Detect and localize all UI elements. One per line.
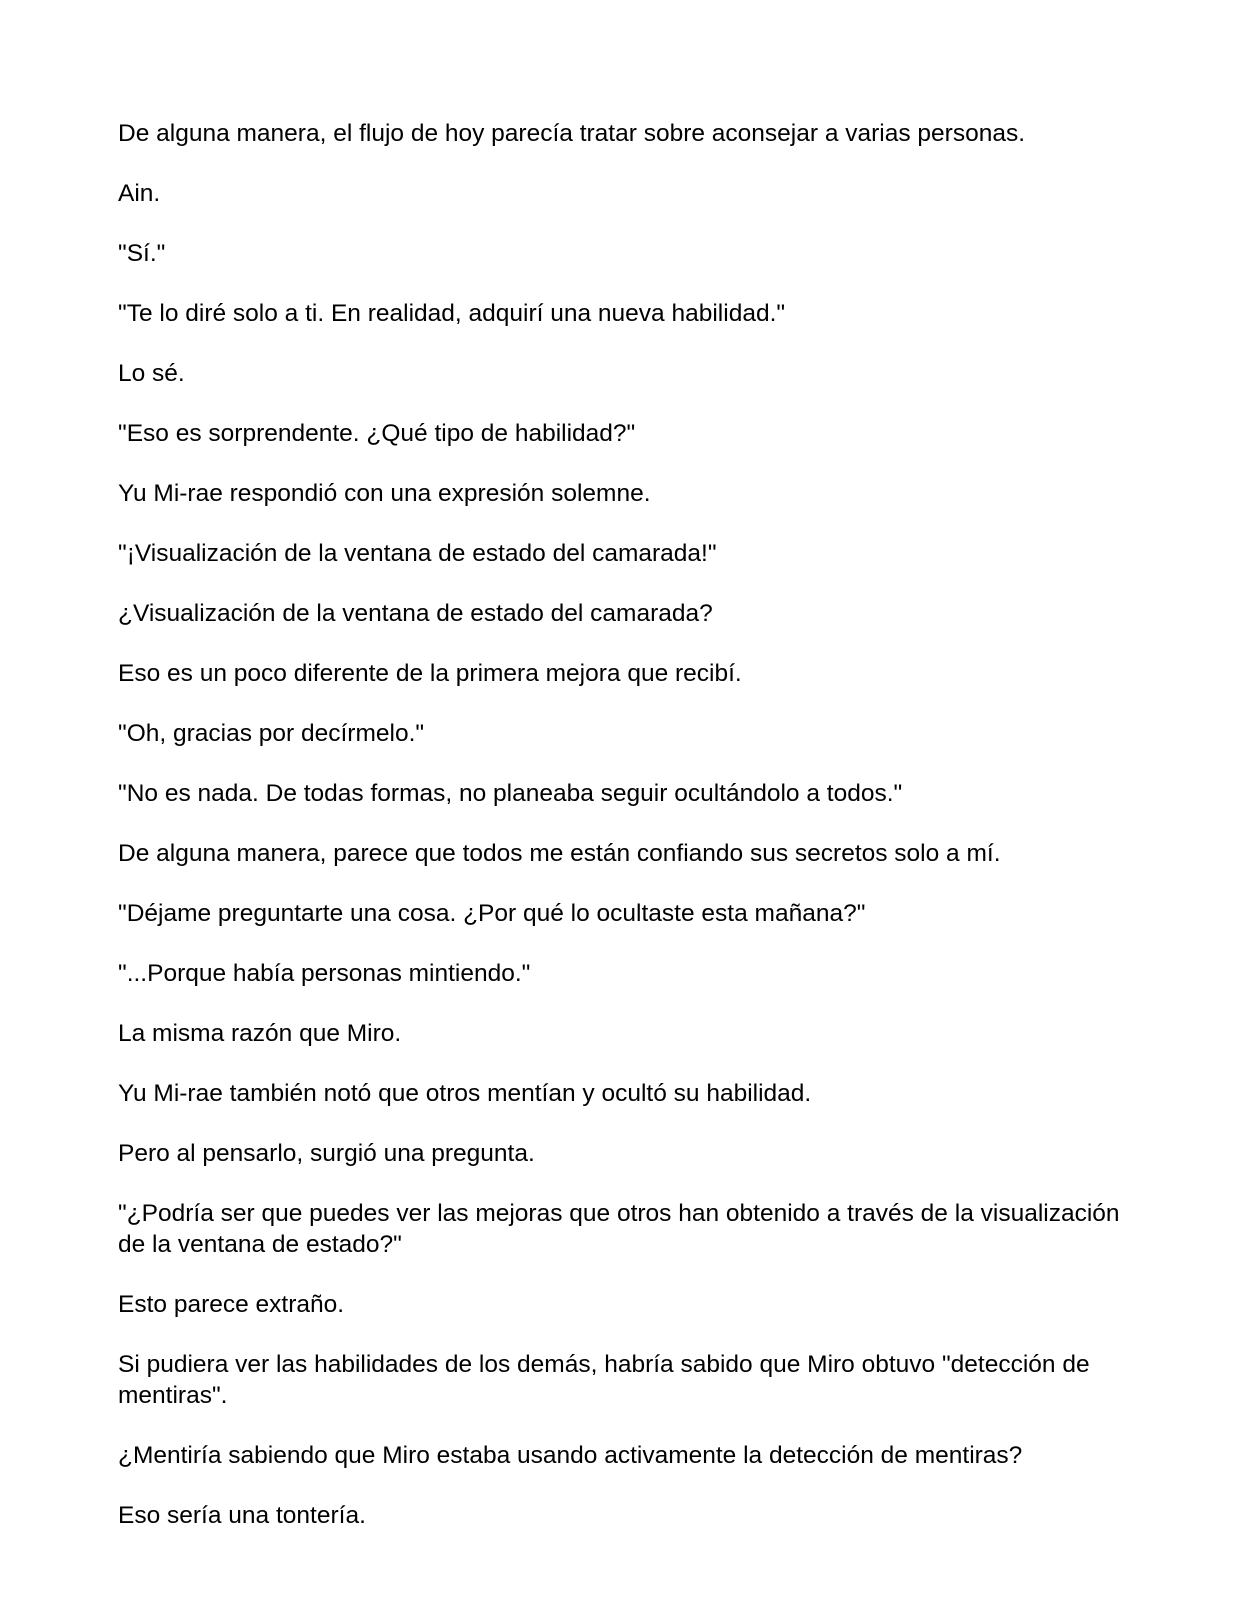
paragraph: "¡Visualización de la ventana de estado del camarada!" xyxy=(118,540,717,567)
paragraph: "Eso es sorprendente. ¿Qué tipo de habilidad?" xyxy=(118,420,636,447)
paragraph: "...Porque había personas mintiendo." xyxy=(118,960,531,987)
paragraph: Esto parece extraño. xyxy=(118,1291,345,1318)
paragraph: La misma razón que Miro. xyxy=(118,1020,402,1047)
paragraph: "Te lo diré solo a ti. En realidad, adquirí una nueva habilidad." xyxy=(118,300,786,327)
paragraph: De alguna manera, parece que todos me están confiando sus secretos solo a mí. xyxy=(118,840,1001,867)
paragraph: Ain. xyxy=(118,180,161,207)
paragraph: "Déjame preguntarte una cosa. ¿Por qué lo ocultaste esta mañana?" xyxy=(118,900,866,927)
paragraph: "¿Podría ser que puedes ver las mejoras que otros han obtenido a través de la visualización de la ventana de estado?" xyxy=(118,1200,1120,1258)
document-page xyxy=(118,118,1128,1531)
paragraph: Yu Mi-rae respondió con una expresión solemne. xyxy=(118,480,651,507)
paragraph: "Oh, gracias por decírmelo." xyxy=(118,720,425,747)
paragraph: "Sí." xyxy=(118,240,166,267)
paragraph: "No es nada. De todas formas, no planeaba seguir ocultándolo a todos." xyxy=(118,780,903,807)
paragraph: Lo sé. xyxy=(118,360,185,387)
paragraph: Eso sería una tontería. xyxy=(118,1502,366,1529)
paragraph: De alguna manera, el flujo de hoy parecía tratar sobre aconsejar a varias personas. xyxy=(118,120,1026,147)
paragraph: ¿Visualización de la ventana de estado del camarada? xyxy=(118,600,713,627)
paragraph: Yu Mi-rae también notó que otros mentían y ocultó su habilidad. xyxy=(118,1080,812,1107)
paragraph: Si pudiera ver las habilidades de los demás, habría sabido que Miro obtuvo "detección de mentiras". xyxy=(118,1351,1090,1409)
paragraph: Pero al pensarlo, surgió una pregunta. xyxy=(118,1140,535,1167)
paragraph: Eso es un poco diferente de la primera mejora que recibí. xyxy=(118,660,742,687)
paragraph: ¿Mentiría sabiendo que Miro estaba usando activamente la detección de mentiras? xyxy=(118,1442,1023,1469)
